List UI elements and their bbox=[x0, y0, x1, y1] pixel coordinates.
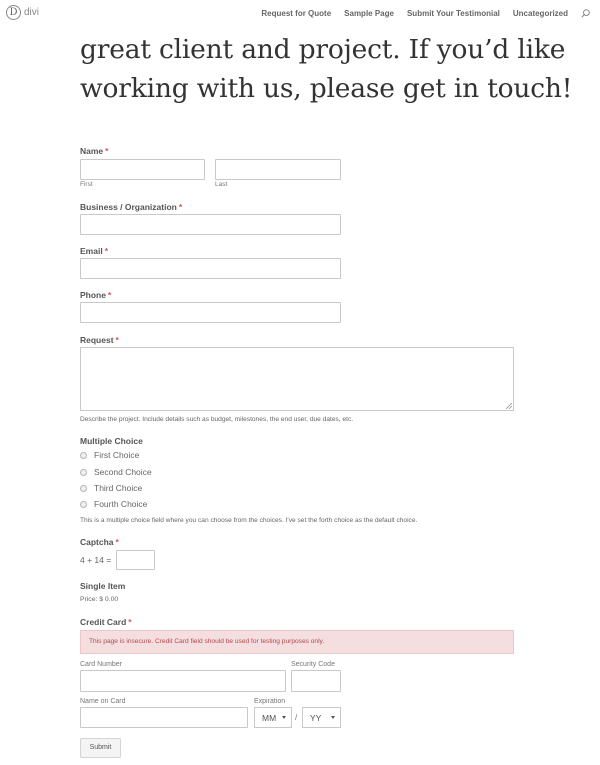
name-on-card-label: Name on Card bbox=[80, 698, 126, 705]
nav-request-for-quote[interactable]: Request for Quote bbox=[261, 9, 332, 18]
expiration-month-select[interactable] bbox=[254, 707, 292, 728]
captcha-input[interactable] bbox=[116, 550, 155, 570]
last-sublabel: Last bbox=[215, 181, 228, 188]
divi-logo-icon: D bbox=[6, 5, 21, 20]
site-logo[interactable] bbox=[6, 5, 39, 20]
radio-fourth-choice[interactable] bbox=[80, 499, 147, 509]
nav-sample-page[interactable]: Sample Page bbox=[344, 9, 394, 18]
radio-third-choice[interactable] bbox=[80, 483, 142, 493]
card-number-input[interactable] bbox=[80, 670, 286, 692]
single-item-label: Single Item bbox=[80, 581, 126, 591]
insecure-page-alert bbox=[80, 630, 514, 654]
year-value: YY bbox=[310, 713, 322, 723]
name-on-card-input[interactable] bbox=[80, 707, 248, 728]
alert-text: This page is insecure. Credit Card field should be used for testing purposes only. bbox=[89, 638, 325, 645]
radio-second-choice[interactable] bbox=[80, 467, 152, 477]
captcha-question: 4 + 14 = bbox=[80, 555, 112, 565]
logo-text: divi bbox=[24, 7, 40, 18]
radio-button[interactable] bbox=[80, 452, 87, 459]
email-label: Email * bbox=[80, 246, 108, 256]
first-name-input[interactable] bbox=[80, 159, 205, 180]
credit-card-label: Credit Card * bbox=[80, 617, 132, 627]
security-code-input[interactable] bbox=[291, 670, 341, 692]
required-mark: * bbox=[104, 246, 108, 256]
email-input[interactable] bbox=[80, 258, 341, 279]
last-name-input[interactable] bbox=[215, 159, 341, 180]
required-mark: * bbox=[178, 202, 183, 212]
radio-label: Second Choice bbox=[94, 467, 152, 477]
search-icon[interactable] bbox=[581, 9, 590, 18]
request-label: Request * bbox=[80, 335, 119, 345]
expiration-year-select[interactable] bbox=[302, 707, 341, 728]
business-input[interactable] bbox=[80, 214, 341, 235]
request-textarea[interactable] bbox=[80, 347, 514, 411]
required-mark: * bbox=[105, 146, 109, 156]
card-number-label: Card Number bbox=[80, 661, 123, 668]
first-sublabel: First bbox=[80, 181, 93, 188]
required-mark: * bbox=[115, 537, 119, 547]
required-mark: * bbox=[115, 335, 119, 345]
radio-first-choice[interactable] bbox=[80, 450, 139, 460]
nav-submit-testimonial[interactable]: Submit Your Testimonial bbox=[406, 9, 500, 18]
radio-button[interactable] bbox=[80, 501, 87, 508]
multiple-choice-description: This is a multiple choice field where you can choose from the choices. I've set the forth choice as the default choice. bbox=[80, 517, 418, 524]
required-mark: * bbox=[107, 290, 112, 300]
expiration-separator: / bbox=[295, 713, 298, 722]
radio-button[interactable] bbox=[80, 485, 87, 492]
required-mark: * bbox=[128, 617, 132, 627]
expiration-label: Expiration bbox=[254, 698, 286, 705]
chevron-down-icon bbox=[282, 716, 286, 719]
nav-uncategorized[interactable]: Uncategorized bbox=[512, 9, 568, 18]
site-header bbox=[0, 0, 600, 30]
single-item-price: Price: $ 0.00 bbox=[80, 596, 119, 603]
name-label: Name * bbox=[80, 146, 109, 156]
chevron-down-icon bbox=[331, 716, 335, 719]
phone-input[interactable] bbox=[80, 302, 341, 323]
hero-text bbox=[80, 30, 580, 108]
request-description: Describe the project. Include details such as budget, milestones, the end user, due dates, etc. bbox=[80, 416, 354, 423]
radio-label: Fourth Choice bbox=[94, 499, 148, 509]
phone-label: Phone * bbox=[80, 290, 112, 300]
captcha-label: Captcha * bbox=[80, 537, 119, 547]
month-value: MM bbox=[262, 713, 277, 723]
radio-label: First Choice bbox=[94, 450, 140, 460]
main-nav bbox=[248, 9, 568, 18]
security-code-label: Security Code bbox=[291, 661, 335, 668]
business-label: Business / Organization * bbox=[80, 202, 183, 212]
hero-line-1: great client and project. If you’d like bbox=[80, 34, 566, 65]
submit-button[interactable]: Submit bbox=[80, 738, 121, 758]
resize-grip-icon[interactable] bbox=[506, 403, 512, 409]
radio-button[interactable] bbox=[80, 469, 87, 476]
radio-label: Third Choice bbox=[94, 483, 143, 493]
multiple-choice-label: Multiple Choice bbox=[80, 436, 143, 446]
hero-line-2: working with us, please get in touch! bbox=[80, 73, 573, 104]
